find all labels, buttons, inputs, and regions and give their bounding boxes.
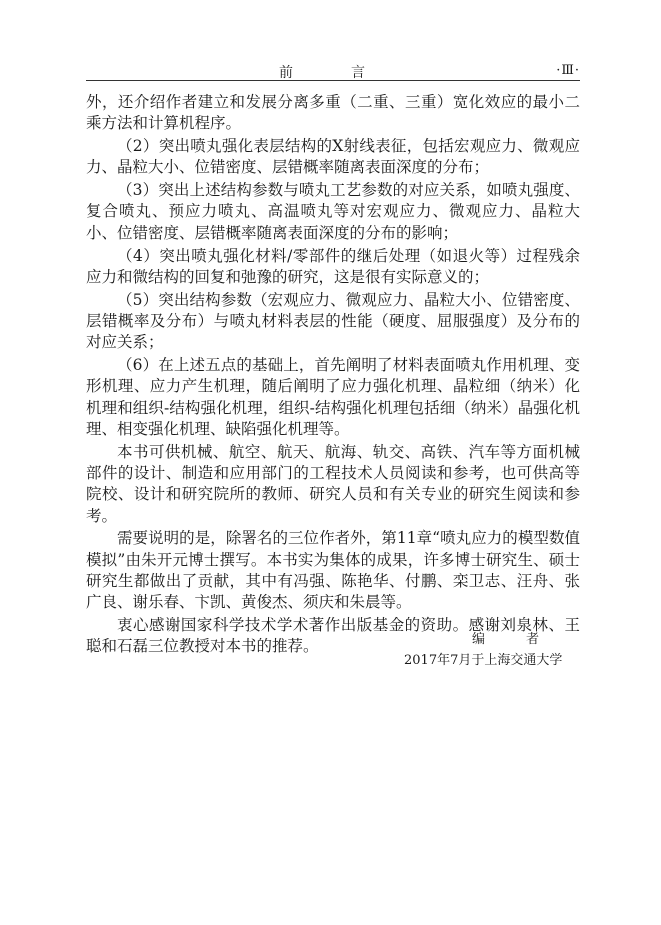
paragraph-point-5: （5）突出结构参数（宏观应力、微观应力、晶粒大小、位错密度、层错概率及分布）与喷丸材料表层的性能（硬度、屈服强度）及分布的对应关系； [86,290,580,352]
running-head [86,62,580,82]
paragraph-audience: 本书可供机械、航空、航天、航海、轨交、高铁、汽车等方面机械部件的设计、制造和应用部门的工程技术人员阅读和参考，也可供高等院校、设计和研究院所的教师、研究人员和有关专业的研究生阅读和参考。 [86,442,580,525]
paragraph-acknowledgement: 衷心感谢国家科学技术学术著作出版基金的资助。感谢刘泉林、王聪和石磊三位教授对本书的推荐。 [86,616,580,656]
paragraph-point-2: （2）突出喷丸强化表层结构的X射线表征，包括宏观应力、微观应力、晶粒大小、位错密度、层错概率随离表面深度的分布； [86,137,580,177]
paragraph-contributors: 需要说明的是，除署名的三位作者外，第11章“喷丸应力的模型数值模拟”由朱开元博士撰写。本书实为集体的成果，许多博士研究生、硕士研究生都做出了贡献，其中有冯强、陈艳华、付鹏、栾卫志、汪舟、张广良、谢乐春、卞凯、黄俊杰、须庆和朱晨等。 [86,529,580,612]
paragraph-point-3: （3）突出上述结构参数与喷丸工艺参数的对应关系，如喷丸强度、复合喷丸、预应力喷丸、高温喷丸等对宏观应力、微观应力、晶粒大小、位错密度、层错概率随离表面深度的分布的影响； [86,181,580,242]
page-number: ·Ⅲ· [556,63,580,78]
signature-name: 编 者 [472,632,554,647]
running-title: 前 言 [279,65,387,81]
paragraph-continuation: 外，还介绍作者建立和发展分离多重（二重、三重）宽化效应的最小二乘方法和计算机程序。 [86,93,580,133]
paragraph-point-4: （4）突出喷丸强化材料/零部件的继后处理（如退火等）过程残余应力和微结构的回复和弛豫的研究，这是很有实际意义的； [86,246,580,286]
header-rule [86,80,580,81]
paragraph-point-6: （6）在上述五点的基础上，首先阐明了材料表面喷丸作用机理、变形机理、应力产生机理，随后阐明了应力强化机理、晶粒细（纳米）化机理和组织-结构强化机理，组织-结构强化机理包括细（纳米）晶强化机理、相变强化机理、缺陷强化机理等。 [86,356,580,438]
body-text [86,92,580,659]
signature-date-place: 2017年7月于上海交通大学 [404,653,563,668]
